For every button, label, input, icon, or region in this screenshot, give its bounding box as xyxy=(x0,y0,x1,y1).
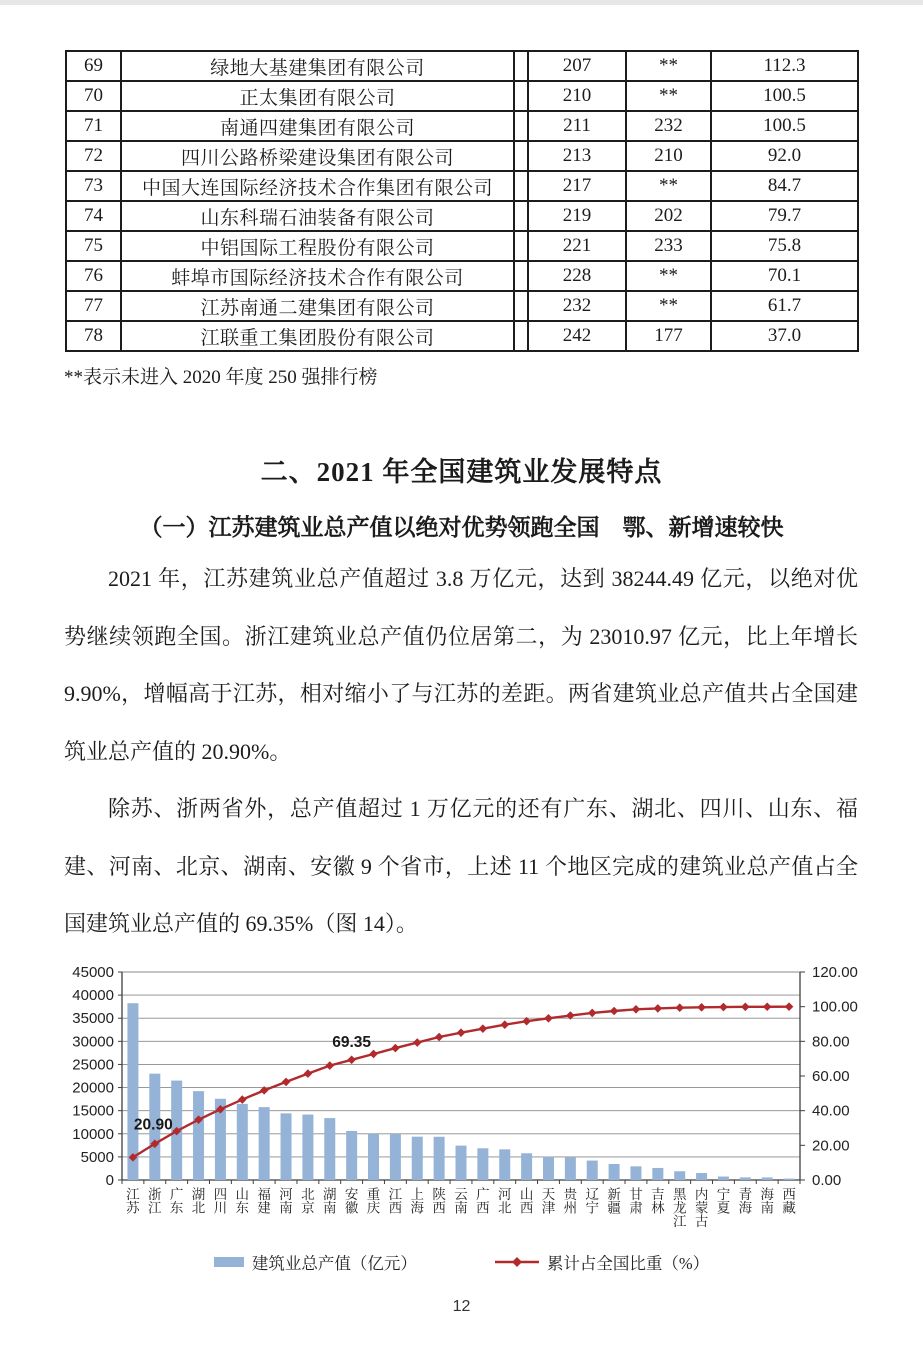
svg-text:60.00: 60.00 xyxy=(812,1068,850,1085)
svg-text:0: 0 xyxy=(105,1172,114,1189)
table-cell: 202 xyxy=(626,201,711,231)
svg-text:黑龙江: 黑龙江 xyxy=(672,1187,687,1229)
legend-label-output: 建筑业总产值（亿元） xyxy=(251,1254,417,1273)
svg-text:湖北: 湖北 xyxy=(191,1187,206,1216)
svg-text:山东: 山东 xyxy=(235,1187,250,1216)
svg-text:10000: 10000 xyxy=(72,1125,114,1143)
svg-text:新疆: 新疆 xyxy=(607,1187,621,1216)
table-cell: 72 xyxy=(66,141,121,171)
svg-text:海南: 海南 xyxy=(760,1187,774,1216)
svg-text:西藏: 西藏 xyxy=(782,1187,796,1216)
table-cell: 蚌埠市国际经济技术合作有限公司 xyxy=(121,261,514,291)
figure-14-chart xyxy=(65,952,860,1252)
table-cell-spacer xyxy=(514,171,528,201)
body-text xyxy=(64,550,858,953)
table-cell: 中铝国际工程股份有限公司 xyxy=(121,231,514,261)
table-cell: 177 xyxy=(626,321,711,351)
table-cell: 100.5 xyxy=(711,111,858,141)
table-cell: 84.7 xyxy=(711,171,858,201)
table-cell: 69 xyxy=(66,51,121,81)
svg-text:20000: 20000 xyxy=(72,1079,114,1097)
svg-text:上海: 上海 xyxy=(410,1187,425,1216)
svg-text:25000: 25000 xyxy=(72,1056,114,1074)
table-cell: 207 xyxy=(528,51,626,81)
table-cell: 75.8 xyxy=(711,231,858,261)
table-cell: 79.7 xyxy=(711,201,858,231)
table-cell: 219 xyxy=(528,201,626,231)
svg-text:湖南: 湖南 xyxy=(323,1187,337,1216)
table-cell: 73 xyxy=(66,171,121,201)
table-cell-spacer xyxy=(514,81,528,111)
legend-item-output xyxy=(214,1250,417,1274)
svg-text:福建: 福建 xyxy=(257,1187,271,1216)
table-cell: 242 xyxy=(528,321,626,351)
svg-text:陕西: 陕西 xyxy=(432,1187,446,1216)
table-cell-spacer xyxy=(514,261,528,291)
table-cell: 232 xyxy=(528,291,626,321)
svg-text:35000: 35000 xyxy=(72,1010,114,1028)
company-ranking-table xyxy=(65,50,859,352)
legend-label-cumulative: 累计占全国比重（%） xyxy=(546,1254,710,1273)
table-row xyxy=(66,111,858,141)
chart-legend xyxy=(0,1250,923,1274)
svg-text:40.00: 40.00 xyxy=(812,1102,850,1120)
table-cell-spacer xyxy=(514,321,528,351)
table-row xyxy=(66,321,858,351)
table-cell-spacer xyxy=(514,201,528,231)
table-cell: 228 xyxy=(528,261,626,291)
paragraph: 2021 年，江苏建筑业总产值超过 3.8 万亿元，达到 38244.49 亿元，以绝对优势继续领跑全国。浙江建筑业总产值仍位居第二，为 23010.97 亿元，比上年增长 9.90%，增幅高于江苏，相对缩小了与江苏的差距。两省建筑业总产值共占全国建筑业总产值的 20.90%。 xyxy=(64,566,858,764)
line-marker-icon xyxy=(495,1256,539,1268)
svg-text:120.00: 120.00 xyxy=(812,964,858,981)
table-footnote: **表示未进入 2020 年度 250 强排行榜 xyxy=(64,367,378,388)
svg-text:20.00: 20.00 xyxy=(812,1137,850,1155)
svg-text:河南: 河南 xyxy=(279,1187,293,1216)
svg-text:69.35: 69.35 xyxy=(332,1033,372,1051)
table-cell: 213 xyxy=(528,141,626,171)
table-cell: 74 xyxy=(66,201,121,231)
scan-edge xyxy=(0,0,923,5)
table-cell: 37.0 xyxy=(711,321,858,351)
svg-text:广西: 广西 xyxy=(476,1187,490,1216)
svg-text:80.00: 80.00 xyxy=(812,1033,850,1051)
table-cell: 江苏南通二建集团有限公司 xyxy=(121,291,514,321)
table-cell: 70.1 xyxy=(711,261,858,291)
table-cell: ** xyxy=(626,51,711,81)
table-row xyxy=(66,81,858,111)
svg-text:江西: 江西 xyxy=(388,1187,403,1216)
svg-text:广东: 广东 xyxy=(169,1187,184,1216)
table-row xyxy=(66,51,858,81)
svg-text:浙江: 浙江 xyxy=(148,1187,162,1216)
table-cell: 绿地大基建集团有限公司 xyxy=(121,51,514,81)
table-cell: 221 xyxy=(528,231,626,261)
svg-text:甘肃: 甘肃 xyxy=(629,1187,643,1216)
table-cell: 211 xyxy=(528,111,626,141)
svg-text:100.00: 100.00 xyxy=(812,998,858,1016)
svg-text:5000: 5000 xyxy=(80,1148,114,1166)
svg-text:四川: 四川 xyxy=(213,1187,228,1216)
table-row xyxy=(66,141,858,171)
table-cell: 233 xyxy=(626,231,711,261)
table-cell: ** xyxy=(626,171,711,201)
table-cell-spacer xyxy=(514,141,528,171)
svg-text:30000: 30000 xyxy=(72,1033,114,1051)
table-cell: 210 xyxy=(528,81,626,111)
table-cell: ** xyxy=(626,81,711,111)
svg-text:吉林: 吉林 xyxy=(651,1187,665,1216)
svg-text:贵州: 贵州 xyxy=(563,1187,578,1216)
svg-text:青海: 青海 xyxy=(738,1187,753,1216)
svg-text:重庆: 重庆 xyxy=(366,1187,381,1216)
chart-canvas xyxy=(65,952,860,1252)
svg-text:0.00: 0.00 xyxy=(812,1172,842,1189)
svg-text:江苏: 江苏 xyxy=(126,1187,140,1216)
table-cell-spacer xyxy=(514,291,528,321)
legend-item-cumulative xyxy=(495,1250,709,1274)
table-cell: 江联重工集团股份有限公司 xyxy=(121,321,514,351)
table-cell: 山东科瑞石油装备有限公司 xyxy=(121,201,514,231)
table-row xyxy=(66,171,858,201)
paragraph: 除苏、浙两省外，总产值超过 1 万亿元的还有广东、湖北、四川、山东、福建、河南、北京、湖南、安徽 9 个省市，上述 11 个地区完成的建筑业总产值占全国建筑业总产值的 69.35%（图 14）。 xyxy=(64,796,858,936)
svg-text:内蒙古: 内蒙古 xyxy=(694,1187,709,1229)
svg-text:辽宁: 辽宁 xyxy=(585,1187,599,1216)
subsection-title: （一）江苏建筑业总产值以绝对优势领跑全国 鄂、新增速较快 xyxy=(139,515,784,540)
svg-text:安徽: 安徽 xyxy=(344,1187,359,1216)
svg-text:河北: 河北 xyxy=(497,1187,512,1216)
table-cell: 112.3 xyxy=(711,51,858,81)
company-table-body xyxy=(66,51,858,351)
table-cell: 61.7 xyxy=(711,291,858,321)
page-number: 12 xyxy=(452,1298,471,1315)
table-cell-spacer xyxy=(514,51,528,81)
svg-text:40000: 40000 xyxy=(72,987,114,1005)
table-cell: 76 xyxy=(66,261,121,291)
table-cell: 中国大连国际经济技术合作集团有限公司 xyxy=(121,171,514,201)
svg-text:20.90: 20.90 xyxy=(133,1116,173,1134)
table-cell: 75 xyxy=(66,231,121,261)
table-cell: 正太集团有限公司 xyxy=(121,81,514,111)
table-cell-spacer xyxy=(514,111,528,141)
table-cell: 210 xyxy=(626,141,711,171)
table-row xyxy=(66,201,858,231)
svg-text:天津: 天津 xyxy=(541,1187,556,1216)
table-row xyxy=(66,261,858,291)
table-cell: 92.0 xyxy=(711,141,858,171)
table-cell: 南通四建集团有限公司 xyxy=(121,111,514,141)
table-cell: 217 xyxy=(528,171,626,201)
table-cell: 78 xyxy=(66,321,121,351)
svg-text:45000: 45000 xyxy=(72,964,114,981)
table-cell: 71 xyxy=(66,111,121,141)
table-cell: 77 xyxy=(66,291,121,321)
table-cell: ** xyxy=(626,261,711,291)
section-title: 二、2021 年全国建筑业发展特点 xyxy=(260,457,663,487)
table-row xyxy=(66,291,858,321)
table-row xyxy=(66,231,858,261)
table-cell: 100.5 xyxy=(711,81,858,111)
svg-text:山西: 山西 xyxy=(519,1187,534,1216)
table-cell: 232 xyxy=(626,111,711,141)
table-cell: 70 xyxy=(66,81,121,111)
table-cell-spacer xyxy=(514,231,528,261)
bar-swatch-icon xyxy=(214,1257,244,1267)
table-cell: 四川公路桥梁建设集团有限公司 xyxy=(121,141,514,171)
svg-text:北京: 北京 xyxy=(301,1187,315,1216)
svg-text:宁夏: 宁夏 xyxy=(716,1187,731,1216)
svg-text:云南: 云南 xyxy=(454,1187,468,1216)
table-cell: ** xyxy=(626,291,711,321)
svg-text:15000: 15000 xyxy=(72,1102,114,1120)
